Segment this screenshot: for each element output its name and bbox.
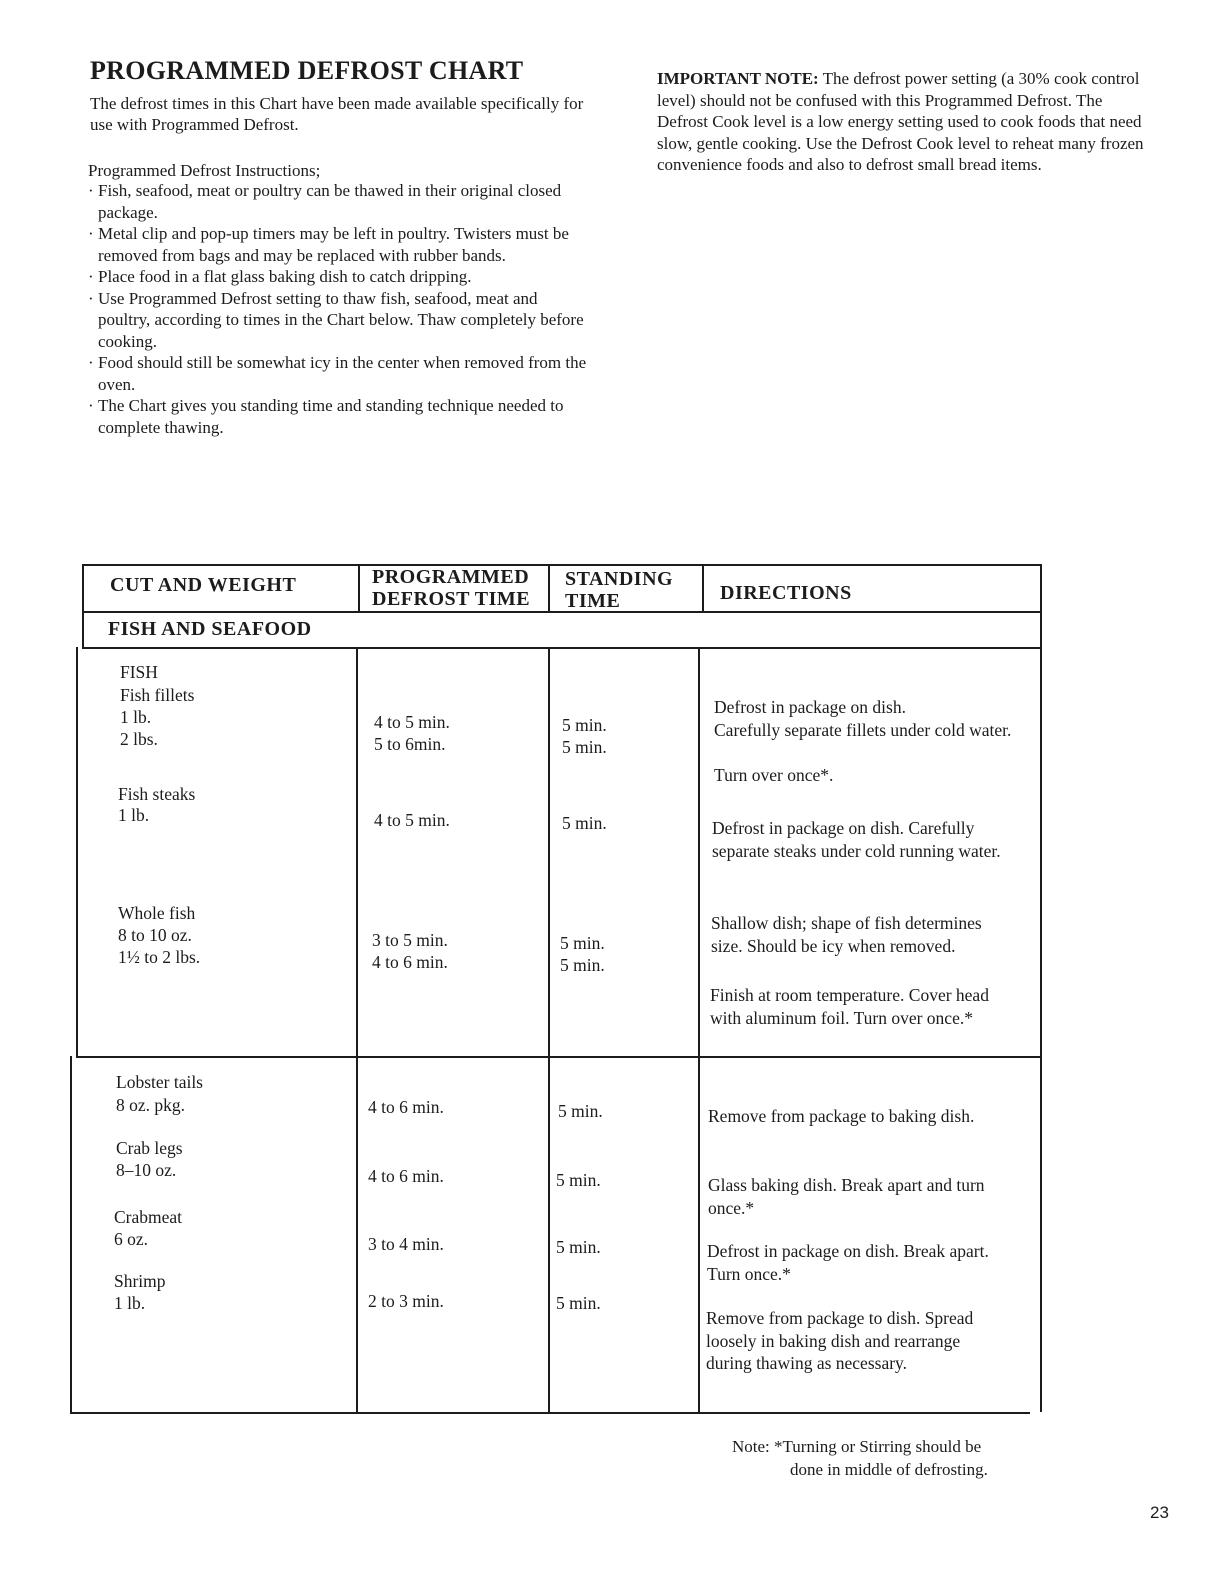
cut-cell: Crabmeat [114, 1207, 183, 1227]
instruction-item: · Place food in a flat glass baking dish to catch dripping. [88, 266, 588, 288]
header-directions: DIRECTIONS [720, 582, 852, 604]
defrost-table [70, 556, 1042, 1414]
instruction-item: · Metal clip and pop-up timers may be left in poultry. Twisters must be removed from bags and may be replaced with rubber bands. [88, 223, 588, 266]
time-cell: 4 to 6 min. [368, 1166, 444, 1186]
header-standing: STANDING [565, 568, 674, 590]
instructions-heading: Programmed Defrost Instructions; [88, 161, 321, 180]
table-rule [70, 1056, 72, 1413]
cut-cell: Lobster tails [116, 1072, 203, 1092]
important-note-label: IMPORTANT NOTE: [657, 69, 819, 88]
table-rule [82, 564, 84, 648]
header-programmed: PROGRAMMED [372, 566, 530, 588]
cut-cell: FISH [120, 662, 158, 682]
cut-cell: 8–10 oz. [116, 1160, 177, 1180]
table-rule [548, 564, 550, 612]
time-cell: 4 to 5 min. [374, 712, 450, 732]
cut-cell: 2 lbs. [120, 729, 158, 749]
table-rule [70, 1412, 1030, 1414]
directions-cell: Carefully separate fillets under cold water. [714, 720, 1012, 740]
directions-cell: Glass baking dish. Break apart and turn once.* [708, 1175, 985, 1218]
instructions-list [88, 180, 588, 438]
standing-cell: 5 min. [562, 737, 607, 757]
table-rule [698, 647, 700, 1413]
time-cell: 3 to 5 min. [372, 930, 448, 950]
table-rule [82, 564, 1042, 566]
standing-cell: 5 min. [556, 1237, 601, 1257]
standing-cell: 5 min. [556, 1170, 601, 1190]
standing-cell: 5 min. [562, 715, 607, 735]
directions-cell: Finish at room temperature. Cover head with aluminum foil. Turn over once.* [710, 985, 989, 1028]
cut-cell: Whole fish [118, 903, 196, 923]
directions-cell: Remove from package to dish. Spread loosely in baking dish and rearrange during thawing as necessary. [706, 1308, 974, 1373]
table-rule [702, 564, 704, 612]
table-rule [76, 1056, 1042, 1058]
cut-cell: 1 lb. [118, 805, 150, 825]
table-rule [358, 564, 360, 612]
instruction-item: · The Chart gives you standing time and standing technique needed to complete thawing. [88, 395, 588, 438]
cut-cell: 1 lb. [114, 1293, 146, 1313]
important-note-text: The defrost power setting (a 30% cook control level) should not be confused with this Programmed Defrost. The Defrost Cook level is a low energy setting used to cook foods that need slow, gentle cooking. Use the Defrost Cook level to reheat many frozen convenience foods and also to defrost small bread items. [657, 69, 1144, 174]
header-cut-weight: CUT AND WEIGHT [110, 574, 297, 596]
table-rule [548, 647, 550, 1413]
instruction-item: · Use Programmed Defrost setting to thaw fish, seafood, meat and poultry, according to times in the Chart below. Thaw completely before cooking. [88, 288, 588, 353]
standing-cell: 5 min. [556, 1293, 601, 1313]
cut-cell: 6 oz. [114, 1229, 149, 1249]
directions-cell: Turn over once*. [714, 765, 834, 785]
header-time: TIME [565, 590, 621, 612]
time-cell: 3 to 4 min. [368, 1234, 444, 1254]
directions-cell: Remove from package to baking dish. [708, 1106, 975, 1126]
directions-cell: Shallow dish; shape of fish determines size. Should be icy when removed. [711, 913, 982, 956]
time-cell: 4 to 5 min. [374, 810, 450, 830]
cut-cell: 8 to 10 oz. [118, 925, 192, 945]
table-rule [82, 611, 1042, 613]
header-defrost-time: DEFROST TIME [372, 588, 531, 610]
cut-cell: Shrimp [114, 1271, 166, 1291]
directions-cell: Defrost in package on dish. Carefully separate steaks under cold running water. [712, 818, 1001, 861]
footnote-line: done in middle of defrosting. [790, 1460, 988, 1479]
table-rule [1040, 564, 1042, 1412]
directions-cell: Defrost in package on dish. [714, 697, 906, 717]
standing-cell: 5 min. [560, 955, 605, 975]
time-cell: 2 to 3 min. [368, 1291, 444, 1311]
standing-cell: 5 min. [560, 933, 605, 953]
table-rule [82, 647, 1042, 649]
cut-cell: 1½ to 2 lbs. [118, 947, 201, 967]
instruction-item: · Fish, seafood, meat or poultry can be thawed in their original closed package. [88, 180, 588, 223]
instruction-item: · Food should still be somewhat icy in the center when removed from the oven. [88, 352, 588, 395]
time-cell: 5 to 6min. [374, 734, 446, 754]
standing-cell: 5 min. [562, 813, 607, 833]
table-rule [76, 647, 78, 1057]
table-rule [356, 647, 358, 1413]
page-title: PROGRAMMED DEFROST CHART [90, 56, 524, 85]
cut-cell: Crab legs [116, 1138, 183, 1158]
directions-cell: Defrost in package on dish. Break apart. Turn once.* [707, 1241, 989, 1284]
section-heading: FISH AND SEAFOOD [108, 618, 312, 640]
cut-cell: 1 lb. [120, 707, 152, 727]
time-cell: 4 to 6 min. [372, 952, 448, 972]
time-cell: 4 to 6 min. [368, 1097, 444, 1117]
footnote-line: Note: *Turning or Stirring should be [732, 1437, 982, 1456]
cut-cell: Fish fillets [120, 685, 195, 705]
page-number: 23 [1150, 1503, 1169, 1522]
standing-cell: 5 min. [558, 1101, 603, 1121]
cut-cell: 8 oz. pkg. [116, 1095, 186, 1115]
cut-cell: Fish steaks [118, 784, 196, 804]
footnote [732, 1435, 988, 1481]
intro-paragraph: The defrost times in this Chart have been made available specifically for use with Programmed Defrost. [90, 94, 584, 134]
important-note [657, 68, 1157, 176]
